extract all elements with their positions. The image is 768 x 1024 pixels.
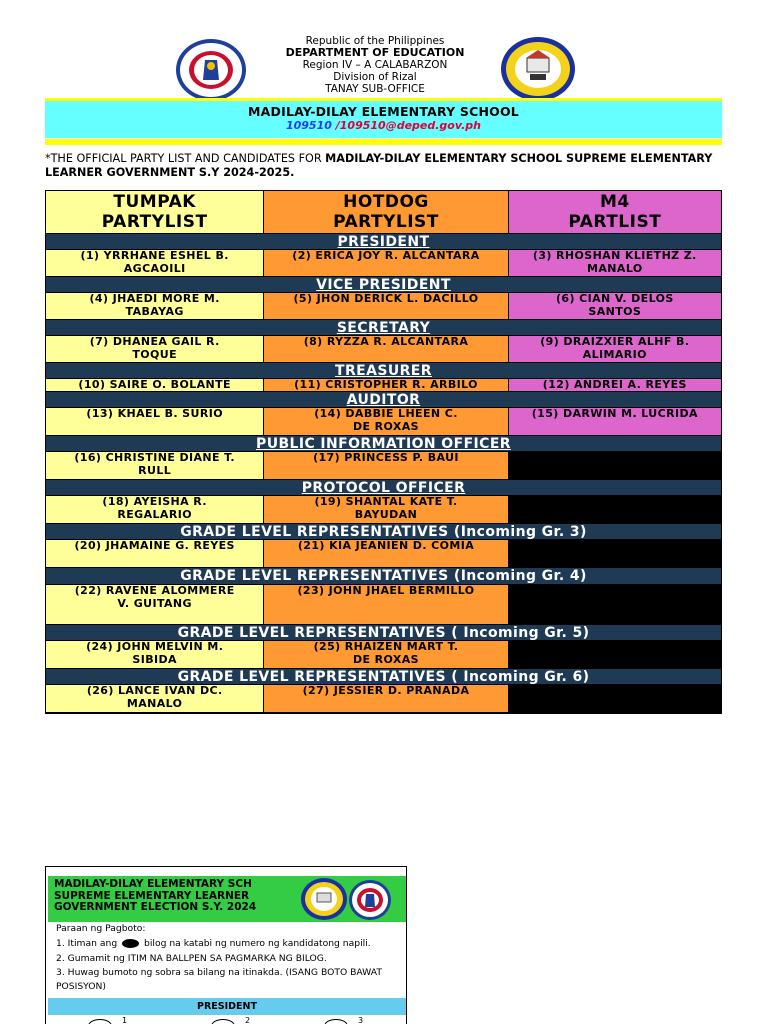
school-seal-logo: [500, 36, 576, 102]
candidate-name-line: (24) JOHN MELVIN M.: [86, 641, 224, 653]
ballot-title-line: MADILAY-DILAY ELEMENTARY SCH: [54, 878, 252, 890]
party-name-line1: HOTDOG: [343, 192, 429, 212]
candidate-name-line: (16) CHRISTINE DIANE T.: [74, 452, 235, 464]
candidate-name-line: BAYUDAN: [354, 507, 418, 521]
position-band: GRADE LEVEL REPRESENTATIVES (Incoming Gr. 3): [46, 524, 721, 540]
voting-instructions: [56, 921, 401, 994]
candidate-name-line: (10) SAIRE O. BOLANTE: [78, 379, 231, 391]
ballot-school-seal: [300, 877, 348, 921]
ballot-title-line: SUPREME ELEMENTARY LEARNER: [54, 889, 250, 902]
candidate-tumpak: [46, 293, 264, 320]
empty-candidate-cell: [509, 641, 721, 669]
position-band: GRADE LEVEL REPRESENTATIVES ( Incoming Gr. 6): [46, 669, 721, 685]
candidate-tumpak: [46, 641, 264, 669]
candidate-row: [46, 452, 721, 480]
instructions-heading: Paraan ng Pagboto:: [56, 923, 146, 934]
candidate-hotdog: [264, 452, 508, 480]
instruction-step-3: 3. Huwag bumoto ng sobra sa bilang na itinakda. (ISANG BOTO BAWAT POSISYON): [56, 967, 382, 992]
candidate-name-line: ALIMARIO: [582, 347, 647, 361]
candidate-name-line: (2) ERICA JOY R. ALCANTARA: [292, 250, 480, 262]
candidate-name-line: (17) PRINCESS P. BAUI: [313, 452, 459, 464]
candidate-name-line: (13) KHAEL B. SURIO: [86, 408, 223, 420]
step1-text-b: bilog na katabi ng numero ng kandidatong napili.: [144, 938, 371, 949]
candidate-m4: [509, 293, 721, 320]
candidate-name-line: (26) LANCE IVAN DC.: [86, 685, 223, 697]
candidate-row: [46, 585, 721, 625]
candidate-name-line: (1) YRRHANE ESHEL B.: [80, 250, 229, 262]
candidate-name-line: SANTOS: [588, 304, 642, 318]
candidate-row: [46, 641, 721, 669]
empty-candidate-cell: [509, 452, 721, 480]
candidate-hotdog: [264, 293, 508, 320]
candidate-name-line: (19) SHANTAL KATE T.: [314, 496, 458, 508]
candidate-name-line: SIBIDA: [132, 652, 177, 666]
deped-seal-logo: [175, 38, 247, 102]
candidate-name-line: (4) JHAEDI MORE M.: [89, 293, 220, 305]
candidate-m4: [509, 336, 721, 363]
vote-circle-option-2[interactable]: [211, 1019, 235, 1024]
empty-candidate-cell: [509, 496, 721, 524]
candidate-name-line: (14) DABBIE LHEEN C.: [314, 408, 458, 420]
option-number: 3: [358, 1016, 364, 1024]
candidate-name-line: (15) DARWIN M. LUCRIDA: [531, 408, 698, 420]
candidate-name-line: TOQUE: [132, 347, 177, 361]
party-header-hotdog: [264, 191, 508, 234]
candidate-row: [46, 379, 721, 392]
candidate-row: [46, 408, 721, 436]
candidate-row: [46, 293, 721, 320]
candidate-m4: [509, 250, 721, 277]
position-rows: [46, 234, 721, 713]
option-number: 2: [245, 1016, 251, 1024]
candidate-name-line: AGCAOILI: [123, 261, 186, 275]
candidates-table: [45, 190, 722, 714]
ballot-title: [54, 879, 299, 914]
candidate-name-line: (20) JHAMAINE G. REYES: [74, 540, 235, 552]
candidate-name-line: (27) JESSIER D. PRANADA: [302, 685, 470, 697]
school-name-band: [45, 101, 722, 138]
candidate-hotdog: [264, 540, 508, 568]
option-number: 1: [122, 1016, 128, 1024]
candidate-name-line: (3) RHOSHAN KLIETHZ Z.: [532, 250, 697, 262]
candidate-tumpak: [46, 336, 264, 363]
candidate-tumpak: [46, 250, 264, 277]
candidate-row: [46, 540, 721, 568]
candidate-hotdog: [264, 585, 508, 625]
candidate-tumpak: [46, 685, 264, 713]
position-band: PROTOCOL OFFICER: [46, 480, 721, 496]
ballot-section-president: PRESIDENT: [48, 998, 406, 1015]
position-band: VICE PRESIDENT: [46, 277, 721, 293]
yellow-divider-bottom: [45, 139, 722, 145]
position-band: PRESIDENT: [46, 234, 721, 250]
candidate-name-line: DE ROXAS: [352, 652, 420, 666]
position-band: AUDITOR: [46, 392, 721, 408]
agency-header: [250, 35, 500, 95]
candidate-name-line: (22) RAVENE ALOMMERE: [74, 585, 235, 597]
candidate-m4: [509, 408, 721, 436]
candidate-tumpak: [46, 585, 264, 625]
party-name-line2: PARTYLIST: [101, 212, 208, 232]
candidate-name-line: (5) JHON DERICK L. DACILLO: [293, 293, 479, 305]
candidate-name-line: (21) KIA JEANIEN D. COMIA: [297, 540, 475, 552]
candidate-name-line: MANALO: [587, 261, 643, 275]
candidate-name-line: RULL: [138, 463, 172, 477]
candidate-row: [46, 336, 721, 363]
candidate-hotdog: [264, 250, 508, 277]
department-text: DEPARTMENT OF EDUCATION: [285, 46, 465, 59]
party-name-line1: TUMPAK: [113, 192, 196, 212]
candidate-name-line: (18) AYEISHA R.: [102, 496, 207, 508]
intro-bold: MADILAY-DILAY ELEMENTARY SCHOOL SUPREME ELEMENTARY LEARNER GOVERNMENT S.Y 2024-2025.: [45, 152, 713, 179]
instruction-step-2: 2. Gumamit ng ITIM NA BALLPEN SA PAGMARKA NG BILOG.: [56, 953, 327, 964]
candidate-hotdog: [264, 641, 508, 669]
candidate-name-line: (25) RHAIZEN MART T.: [313, 641, 459, 653]
school-code: 109510: [285, 119, 332, 132]
candidate-name-line: (12) ANDREI A. REYES: [542, 379, 687, 391]
position-band: GRADE LEVEL REPRESENTATIVES (Incoming Gr. 4): [46, 568, 721, 585]
candidate-hotdog: [264, 336, 508, 363]
candidate-tumpak: [46, 379, 264, 392]
position-band: TREASURER: [46, 363, 721, 379]
filled-circle-icon: [122, 939, 139, 948]
candidate-name-line: REGALARIO: [117, 507, 192, 521]
candidate-name-line: (9) DRAIZXIER ALHF B.: [540, 336, 690, 348]
region-text: Region IV – A CALABARZON: [302, 59, 448, 71]
candidate-name-line: (6) CIAN V. DELOS: [555, 293, 674, 305]
candidate-hotdog: [264, 496, 508, 524]
step1-text-a: 1. Itiman ang: [56, 938, 118, 949]
candidate-name-line: TABAYAG: [125, 304, 184, 318]
party-name-line1: M4: [599, 192, 630, 212]
candidate-tumpak: [46, 496, 264, 524]
candidate-name-line: (23) JOHN JHAEL BERMILLO: [297, 585, 475, 597]
candidate-row: [46, 685, 721, 713]
party-header-tumpak: [46, 191, 264, 234]
sample-ballot: [45, 866, 407, 1024]
candidate-m4: [509, 379, 721, 392]
instruction-step-1: [56, 936, 401, 951]
school-name: MADILAY-DILAY ELEMENTARY SCHOOL: [248, 104, 519, 119]
party-name-line2: PARTYLIST: [333, 212, 439, 232]
empty-candidate-cell: [509, 585, 721, 625]
position-band: SECRETARY: [46, 320, 721, 336]
intro-lead: *THE OFFICIAL PARTY LIST AND CANDIDATES FOR: [45, 152, 326, 165]
candidate-name-line: (11) CRISTOPHER R. ARBILO: [294, 379, 478, 391]
intro-text: [45, 152, 725, 180]
candidate-hotdog: [264, 685, 508, 713]
office-text: TANAY SUB-OFFICE: [325, 83, 425, 95]
position-band: GRADE LEVEL REPRESENTATIVES ( Incoming Gr. 5): [46, 625, 721, 641]
empty-candidate-cell: [509, 540, 721, 568]
vote-circle-option-1[interactable]: [88, 1019, 112, 1024]
candidate-name-line: MANALO: [126, 696, 183, 710]
candidate-row: [46, 496, 721, 524]
division-text: Division of Rizal: [333, 71, 417, 83]
ballot-title-line: GOVERNMENT ELECTION S.Y. 2024: [54, 901, 257, 913]
candidate-row: [46, 250, 721, 277]
candidate-name-line: V. GUITANG: [117, 596, 192, 610]
candidate-tumpak: [46, 452, 264, 480]
republic-text: Republic of the Philippines: [305, 35, 445, 47]
party-header-m4: [509, 191, 721, 234]
candidate-name-line: (7) DHANEA GAIL R.: [89, 336, 220, 348]
school-email[interactable]: /109510@deped.gov.ph: [335, 119, 482, 132]
candidate-hotdog: [264, 379, 508, 392]
empty-candidate-cell: [509, 685, 721, 713]
party-header-row: [46, 191, 721, 234]
vote-circle-option-3[interactable]: [324, 1019, 348, 1024]
candidate-tumpak: [46, 540, 264, 568]
ballot-deped-seal: [348, 879, 392, 921]
position-band: PUBLIC INFORMATION OFFICER: [46, 436, 721, 452]
candidate-name-line: DE ROXAS: [352, 419, 420, 433]
candidate-tumpak: [46, 408, 264, 436]
candidate-name-line: (8) RYZZA R. ALCANTARA: [303, 336, 469, 348]
school-contact: [45, 119, 722, 132]
party-name-line2: PARTLIST: [568, 212, 662, 232]
candidate-hotdog: [264, 408, 508, 436]
